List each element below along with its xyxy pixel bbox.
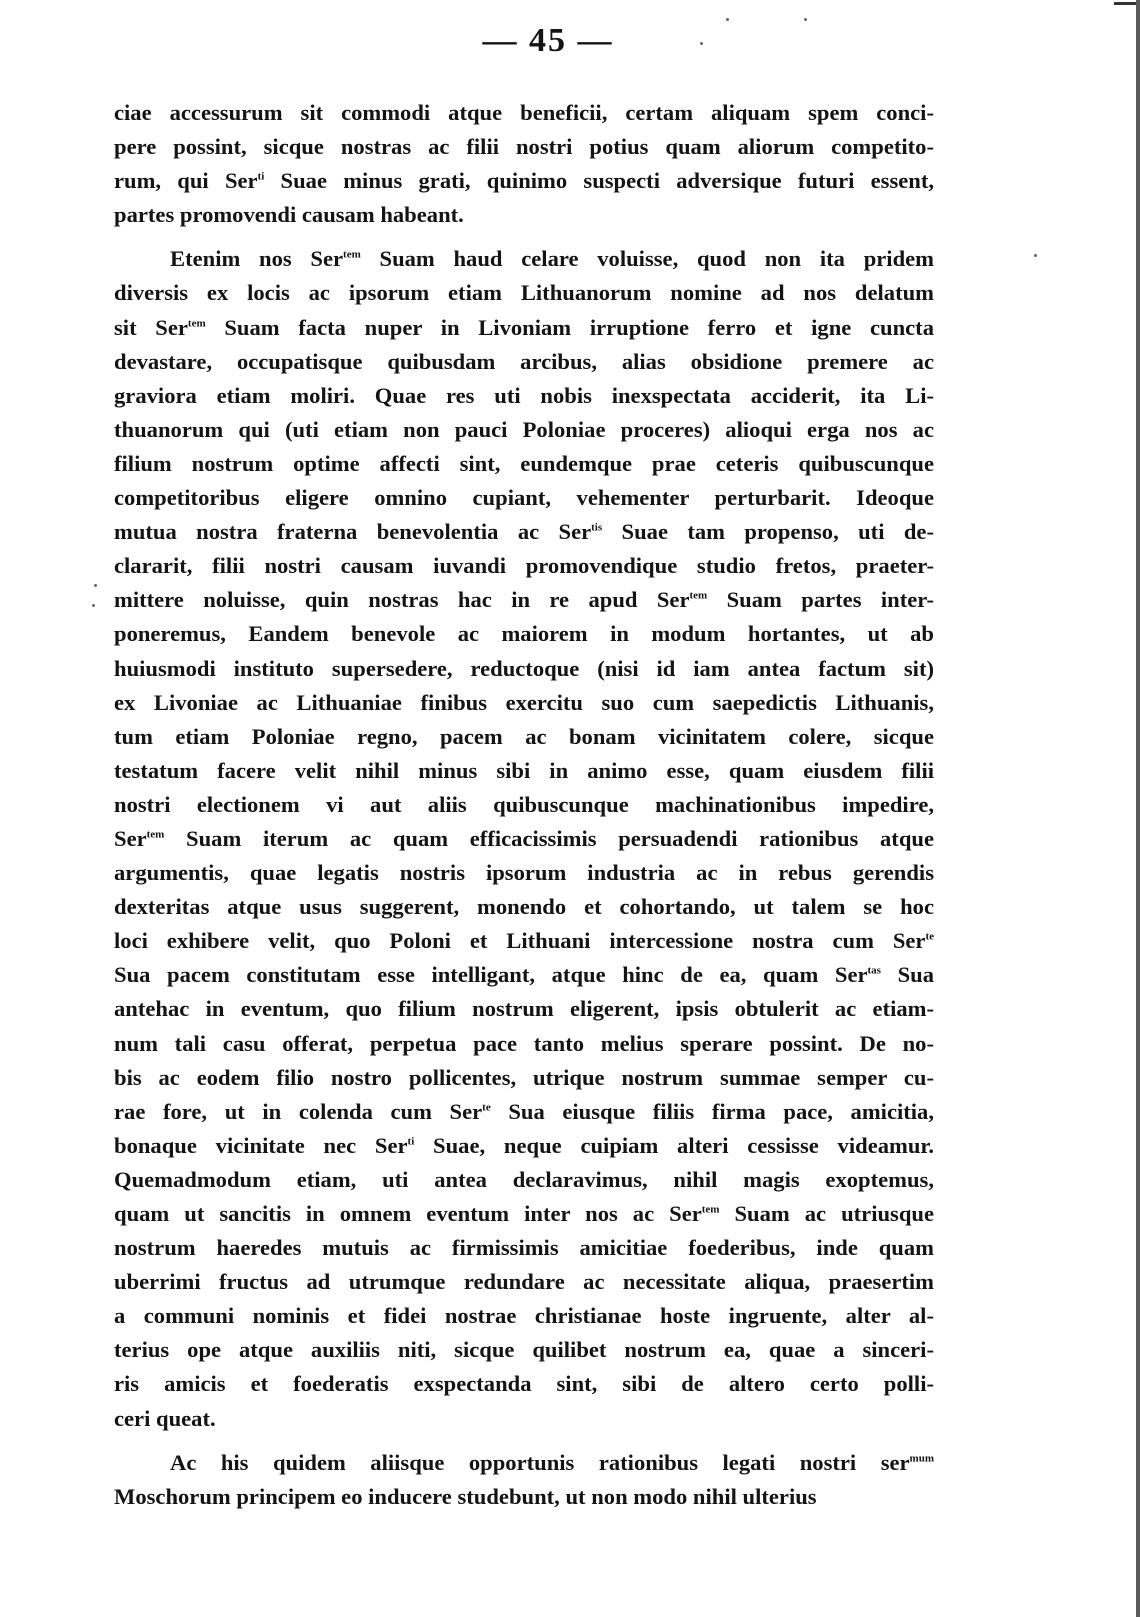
text-run: tum etiam Poloniae regno, pacem ac bonam vicinitatem colere, sicque bbox=[114, 723, 934, 749]
text-run: filium nostrum optime affecti sint, eundemque prae ceteris quibuscunque bbox=[114, 450, 934, 476]
superscript-abbrev: tem bbox=[343, 248, 361, 261]
text-run: terius ope atque auxiliis niti, sicque quilibet nostrum ea, quae a sinceri- bbox=[114, 1337, 934, 1363]
text-run: Suae minus grati, quinimo suspecti adversique futuri essent, bbox=[264, 168, 935, 194]
body-text bbox=[114, 96, 934, 1514]
text-run: rae fore, ut in colenda cum Ser bbox=[114, 1098, 483, 1124]
text-line bbox=[114, 1197, 934, 1231]
text-line bbox=[114, 652, 934, 686]
text-line bbox=[114, 754, 934, 788]
text-line bbox=[114, 924, 934, 958]
text-run: graviora etiam moliri. Quae res uti nobis inexspectata acciderit, ita Li- bbox=[114, 382, 934, 408]
text-line bbox=[114, 481, 934, 515]
text-line bbox=[114, 413, 934, 447]
text-run: bonaque vicinitate nec Ser bbox=[114, 1132, 408, 1158]
text-run: Sua eiusque filiis firma pace, amicitia, bbox=[490, 1098, 934, 1124]
superscript-abbrev: mum bbox=[909, 1452, 934, 1465]
superscript-abbrev: tem bbox=[689, 589, 708, 602]
text-run: quam ut sancitis in omnem eventum inter nos ac Ser bbox=[114, 1201, 702, 1226]
superscript-abbrev: ti bbox=[257, 170, 265, 183]
text-line bbox=[114, 1231, 934, 1265]
text-line bbox=[114, 617, 934, 651]
page-edge-mark bbox=[1114, 2, 1136, 5]
speck bbox=[1034, 254, 1037, 257]
text-line bbox=[114, 1027, 934, 1061]
text-run: mittere noluisse, quin nostras hac in re apud Ser bbox=[114, 587, 690, 613]
text-run: antehac in eventum, quo filium nostrum eligerent, ipsis obtulerit ac etiam- bbox=[114, 996, 934, 1022]
paragraph-gap bbox=[114, 232, 934, 242]
text-line bbox=[114, 515, 934, 549]
text-line bbox=[114, 1265, 934, 1299]
text-run: ris amicis et foederatis exspectanda sint, sibi de altero certo polli- bbox=[114, 1371, 934, 1397]
text-run: Suam ac utriusque bbox=[719, 1201, 934, 1226]
text-run: dexteritas atque usus suggerent, monendo et cohortando, ut talem se hoc bbox=[114, 894, 934, 920]
text-line bbox=[114, 1163, 934, 1197]
text-run: Moschorum principem eo inducere studebunt, ut non modo nihil ulterius bbox=[114, 1483, 817, 1509]
text-line bbox=[114, 549, 934, 583]
text-run: Suae tam propenso, uti de- bbox=[602, 519, 934, 545]
text-line bbox=[114, 822, 934, 856]
superscript-abbrev: tem bbox=[701, 1203, 720, 1216]
text-line bbox=[114, 311, 934, 345]
text-run: thuanorum qui (uti etiam non pauci Poloniae proceres) alioqui erga nos ac bbox=[114, 416, 934, 442]
superscript-abbrev: ti bbox=[407, 1135, 415, 1148]
text-run: nostri electionem vi aut aliis quibuscunque machinationibus impedire, bbox=[114, 791, 934, 817]
text-run: devastare, occupatisque quibusdam arcibus, alias obsidione premere ac bbox=[114, 348, 934, 374]
text-line bbox=[114, 1446, 934, 1480]
speck bbox=[804, 18, 807, 21]
text-run: mutua nostra fraterna benevolentia ac Ser bbox=[114, 519, 592, 545]
text-run: Sua bbox=[880, 962, 935, 988]
text-line bbox=[114, 242, 934, 276]
text-run: Suam partes inter- bbox=[707, 587, 934, 613]
text-line bbox=[114, 1367, 934, 1401]
text-run: pere possint, sicque nostras ac filii nostri potius quam aliorum competito- bbox=[114, 134, 934, 160]
text-run: ceri queat. bbox=[114, 1405, 216, 1431]
text-line bbox=[114, 130, 934, 164]
text-run: Suam facta nuper in Livoniam irruptione ferro et igne cuncta bbox=[205, 314, 934, 340]
text-run: uberrimi fructus ad utrumque redundare ac necessitate aliqua, praesertim bbox=[114, 1269, 934, 1295]
text-run: rum, qui Ser bbox=[114, 168, 258, 194]
speck bbox=[700, 42, 703, 45]
text-line bbox=[114, 96, 934, 130]
text-line bbox=[114, 890, 934, 924]
text-run: num tali casu offerat, perpetua pace tanto melius sperare possint. De no- bbox=[114, 1030, 934, 1056]
text-run: clararit, filii nostri causam iuvandi promovendique studio fretos, praeter- bbox=[114, 553, 934, 579]
text-run: Ac his quidem aliisque opportunis rationibus legati nostri ser bbox=[170, 1449, 910, 1475]
text-line bbox=[114, 992, 934, 1026]
text-run: Quemadmodum etiam, uti antea declaravimus, nihil magis exoptemus, bbox=[114, 1166, 934, 1192]
text-line bbox=[114, 583, 934, 617]
text-line bbox=[114, 788, 934, 822]
text-line bbox=[114, 1402, 934, 1436]
text-run: a communi nominis et fidei nostrae christianae hoste ingruente, alter al- bbox=[114, 1303, 934, 1329]
text-run: competitoribus eligere omnino cupiant, vehementer perturbarit. Ideoque bbox=[114, 485, 934, 511]
text-run: loci exhibere velit, quo Poloni et Lithuani intercessione nostra cum Ser bbox=[114, 928, 926, 954]
text-run: diversis ex locis ac ipsorum etiam Lithuanorum nomine ad nos delatum bbox=[114, 280, 934, 306]
text-run: Ser bbox=[114, 825, 147, 851]
text-line bbox=[114, 1333, 934, 1367]
text-line bbox=[114, 686, 934, 720]
page-edge-rule bbox=[1136, 0, 1140, 1617]
text-run: ciae accessurum sit commodi atque beneficii, certam aliquam spem conci- bbox=[114, 100, 934, 125]
text-line bbox=[114, 1129, 934, 1163]
text-line bbox=[114, 379, 934, 413]
paragraph-gap bbox=[114, 1436, 934, 1446]
page-number: — 45 — bbox=[482, 22, 614, 59]
text-line bbox=[114, 447, 934, 481]
text-run: bis ac eodem filio nostro pollicentes, utrique nostrum summae semper cu- bbox=[114, 1064, 934, 1090]
text-run: ex Livoniae ac Lithuaniae finibus exercitu suo cum saepedictis Lithuanis, bbox=[114, 689, 934, 715]
superscript-abbrev: tis bbox=[591, 521, 603, 534]
text-line bbox=[114, 1095, 934, 1129]
text-line bbox=[114, 1061, 934, 1095]
text-run: Suae, neque cuipiam alteri cessisse videamur. bbox=[414, 1132, 935, 1158]
text-run: Suam iterum ac quam efficacissimis persuadendi rationibus atque bbox=[164, 825, 934, 851]
text-line bbox=[114, 198, 934, 232]
speck bbox=[94, 584, 97, 587]
superscript-abbrev: tem bbox=[187, 317, 206, 330]
text-run: sit Ser bbox=[114, 314, 188, 340]
text-run: partes promovendi causam habeant. bbox=[114, 202, 464, 228]
speck bbox=[92, 604, 95, 607]
text-run: nostrum haeredes mutuis ac firmissimis amicitiae foederibus, inde quam bbox=[114, 1235, 934, 1261]
text-line bbox=[114, 345, 934, 379]
superscript-abbrev: tem bbox=[146, 828, 165, 841]
text-line bbox=[114, 276, 934, 310]
superscript-abbrev: tas bbox=[867, 964, 881, 977]
text-line bbox=[114, 164, 934, 198]
superscript-abbrev: te bbox=[482, 1101, 491, 1114]
text-line bbox=[114, 720, 934, 754]
text-run: argumentis, quae legatis nostris ipsorum industria ac in rebus gerendis bbox=[114, 860, 934, 886]
text-run: Suam haud celare voluisse, quod non ita pridem bbox=[360, 246, 934, 272]
text-line bbox=[114, 958, 934, 992]
text-run: huiusmodi instituto supersedere, reductoque (nisi id iam antea factum sit) bbox=[114, 655, 934, 681]
text-run: Sua pacem constitutam esse intelligant, atque hinc de ea, quam Ser bbox=[114, 962, 868, 988]
text-line bbox=[114, 1299, 934, 1333]
text-line bbox=[114, 1480, 934, 1514]
text-run: poneremus, Eandem benevole ac maiorem in modum hortantes, ut ab bbox=[114, 621, 934, 647]
text-run: testatum facere velit nihil minus sibi in animo esse, quam eiusdem filii bbox=[114, 757, 934, 783]
text-line bbox=[114, 856, 934, 890]
superscript-abbrev: te bbox=[925, 930, 934, 943]
text-run: Etenim nos Ser bbox=[170, 246, 344, 272]
speck bbox=[726, 18, 729, 21]
